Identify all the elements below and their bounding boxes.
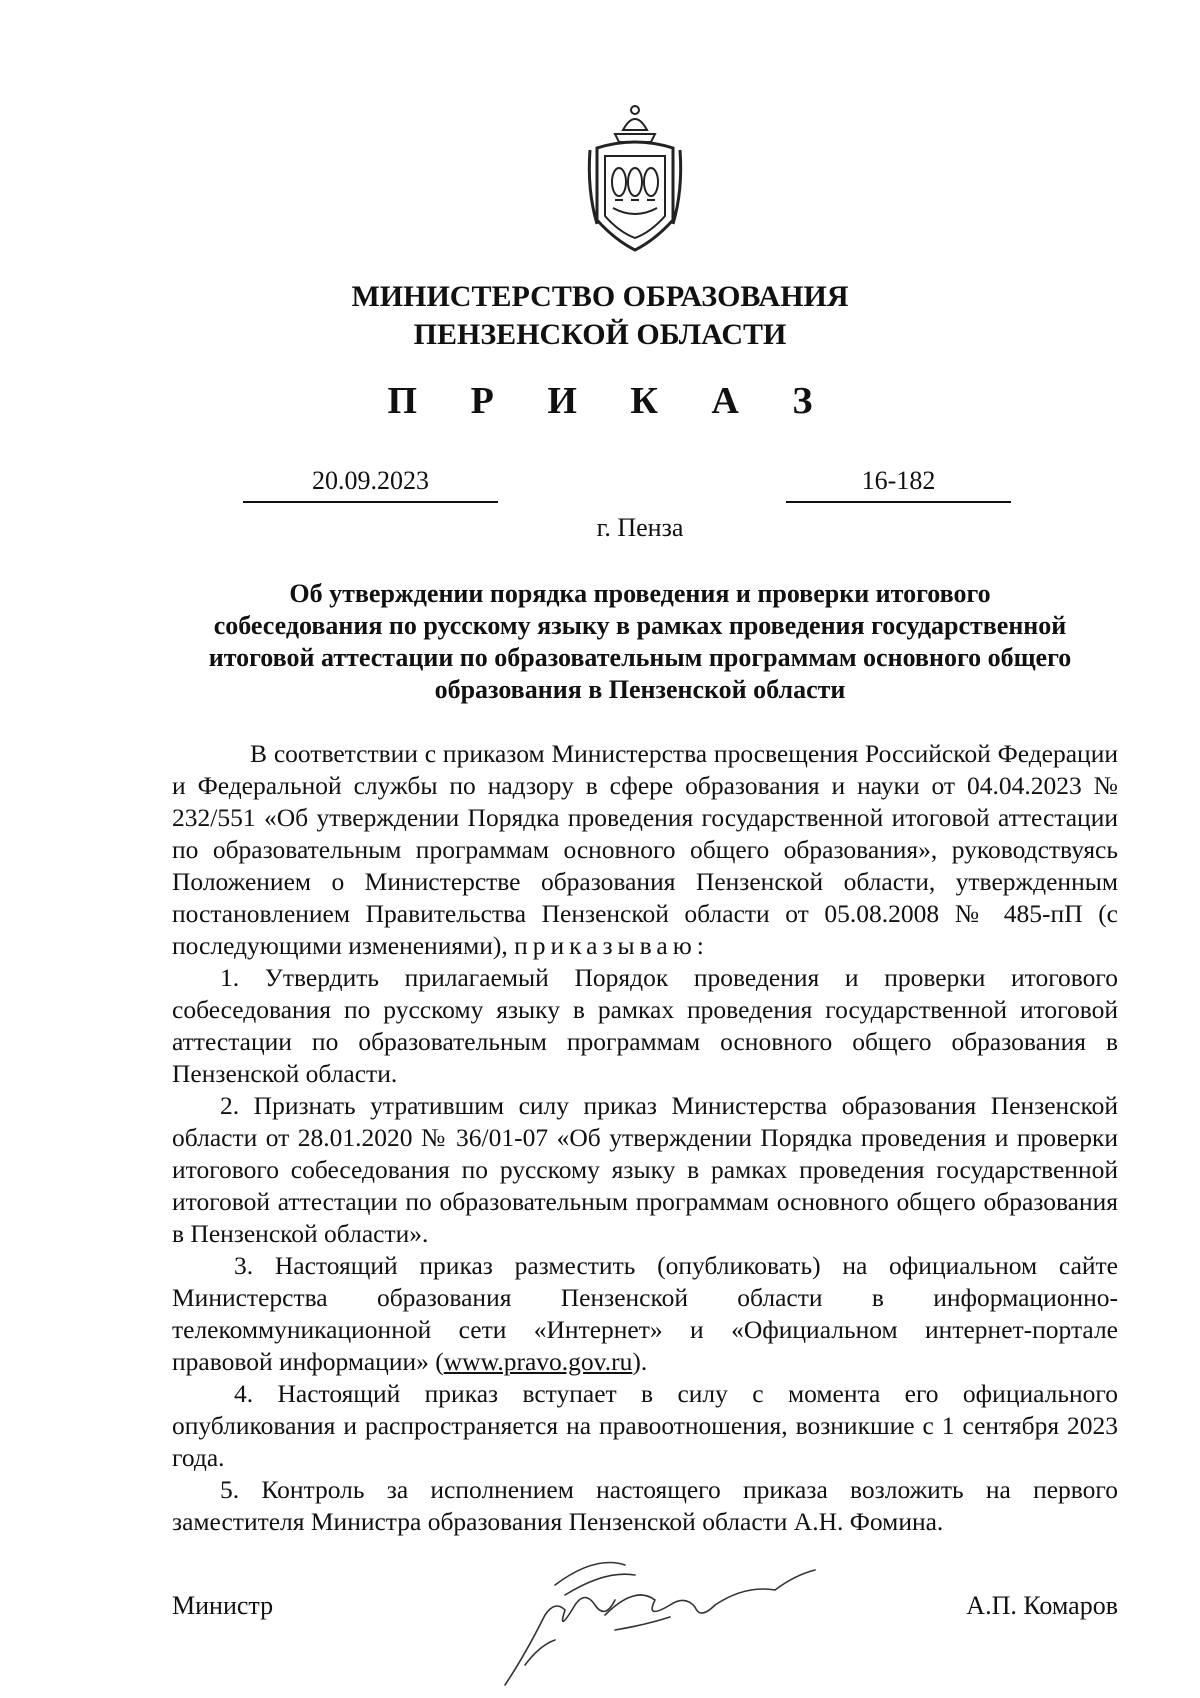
signatory-position: Министр — [172, 1591, 274, 1620]
document-body — [172, 738, 1118, 1538]
title-line2: собеседования по русскому языку в рамках проведения государственной — [213, 611, 1067, 640]
item-4-paragraph: 4. Настоящий приказ вступает в силу с момента его официального опубликования и распространяется на правоотношения, возникшие с 1 сентября 2023 года. — [172, 1379, 1118, 1472]
item-3-text: 3. Настоящий приказ разместить (опубликовать) на официальном сайте Министерства образования Пензенской области в информационно-телекоммуникационной сети «Интернет» и «Официальном интернет-портале правовой информации» ( — [172, 1251, 1118, 1376]
pravo-link[interactable]: www.pravo.gov.ru — [443, 1347, 633, 1376]
preamble-text: В соответствии с приказом Министерства просвещения Российской Федерации и Федеральной службы по надзору в сфере образования и науки от 04.04.2023 № 232/551 «Об утверждении Порядка проведения государственной итоговой аттестации по образовательным программам основного общего образования», руководствуясь Положением о Министерстве образования Пензенской области, утвержденным постановлением Правительства Пензенской области от 05.08.2008 № 485-пП (с последующими изменениями), — [172, 739, 1118, 960]
document-date: 20.09.2023 — [243, 461, 498, 503]
signatory-name: А.П. Комаров — [966, 1591, 1118, 1620]
coat-of-arms-emblem — [585, 100, 685, 255]
ministry-name-line2: ПЕНЗЕНСКОЙ ОБЛАСТИ — [413, 318, 787, 351]
handwritten-signature — [495, 1545, 825, 1695]
title-line1: Об утверждении порядка проведения и проверки итогового — [289, 579, 991, 608]
document-title — [160, 578, 1120, 706]
item-3-paragraph — [172, 1250, 1118, 1378]
document-city: г. Пенза — [596, 513, 684, 542]
ministry-name — [0, 278, 1200, 354]
document-number: 16-182 — [786, 461, 1011, 503]
item-5-paragraph: 5. Контроль за исполнением настоящего приказа возложить на первого заместителя Министра образования Пензенской области А.Н. Фомина. — [172, 1475, 1118, 1536]
order-word: приказываю: — [514, 931, 709, 960]
ministry-name-line1: МИНИСТЕРСТВО ОБРАЗОВАНИЯ — [351, 280, 849, 313]
item-2-paragraph: 2. Признать утратившим силу приказ Министерства образования Пензенской области от 28.01.2020 № 36/01-07 «Об утверждении Порядка проведения и проверки итогового собеседования по русскому языку в рамках проведения государственной итоговой аттестации по образовательным программам основного общего образования в Пензенской области». — [172, 1091, 1118, 1248]
preamble-paragraph — [172, 738, 1118, 962]
item-1-paragraph: 1. Утвердить прилагаемый Порядок проведения и проверки итогового собеседования по русскому языку в рамках проведения государственной итоговой аттестации по образовательным программам основного общего образования в Пензенской области. — [172, 963, 1118, 1088]
document-type-heading: П Р И К А З — [387, 380, 835, 422]
title-line3: итоговой аттестации по образовательным программам основного общего — [208, 643, 1072, 672]
title-line4: образования в Пензенской области — [434, 675, 846, 704]
item-3-end: ). — [632, 1347, 648, 1376]
